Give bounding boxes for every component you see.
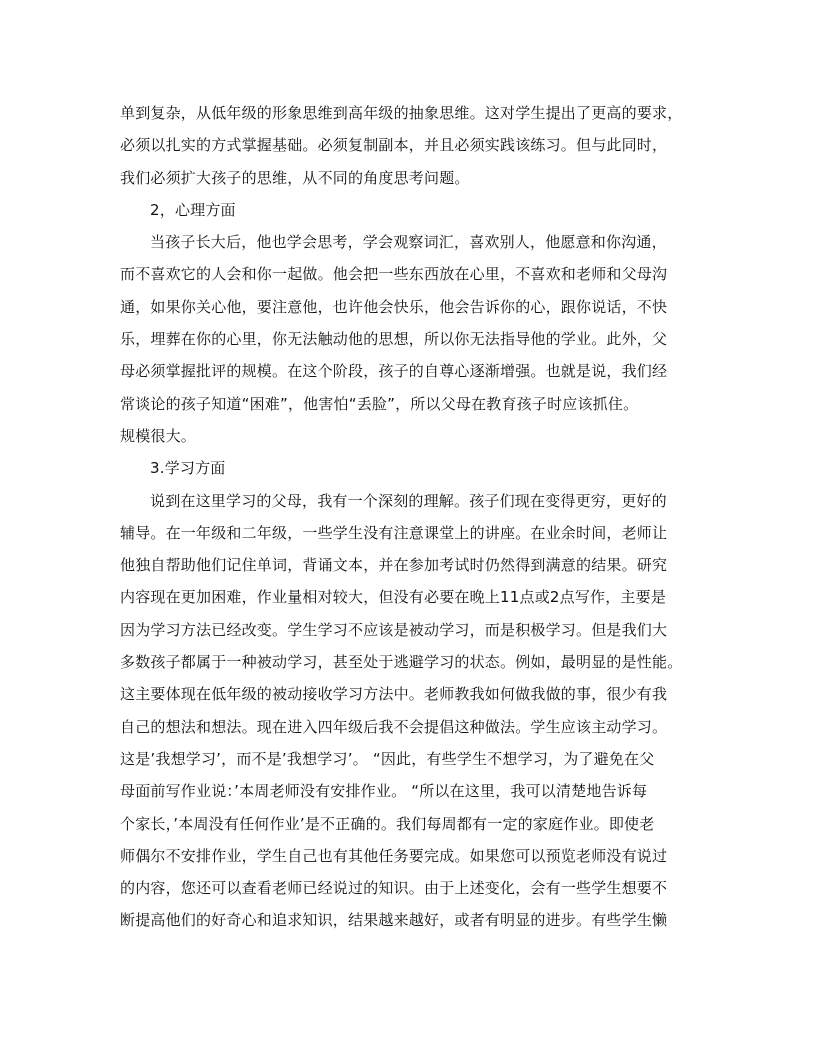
text-line: 这是’我想学习’，而不是’我想学习’。 “因此，有些学生不想学习，为了避免在父: [120, 749, 655, 768]
section-heading: 2，心理方面: [150, 200, 236, 219]
text-line: 内容现在更加困难，作业量相对较大，但没有必要在晚上11点或2点写作，主要是: [120, 588, 667, 607]
text-line: 母必须掌握批评的规模。在这个阶段，孩子的自尊心逐渐增强。也就是说，我们经: [120, 362, 668, 381]
text-line: 多数孩子都属于一种被动学习，甚至处于逃避学习的状态。例如，最明显的是性能。: [120, 653, 683, 672]
text-line: 单到复杂，从低年级的形象思维到高年级的抽象思维。这对学生提出了更高的要求，: [120, 104, 683, 122]
text-line: 通，如果你关心他，要注意他，也许他会快乐，他会告诉你的心，跟你说话，不快: [120, 297, 668, 316]
text-line: 他独自帮助他们记住单词，背诵文本，并在参加考试时仍然得到满意的结果。研究: [120, 556, 668, 575]
text-line: 因为学习方法已经改变。学生学习不应该是被动学习，而是积极学习。但是我们大: [120, 620, 668, 639]
text-line: 必须以扎实的方式掌握基础。必须复制副本，并且必须实践该练习。但与此同时，: [120, 136, 668, 155]
text-line: 而不喜欢它的人会和你一起做。他会把一些东西放在心里，不喜欢和老师和父母沟: [120, 265, 668, 284]
text-line: 当孩子长大后，他也学会思考，学会观察词汇，喜欢别人，他愿意和你沟通，: [150, 233, 667, 252]
text-line: 这主要体现在低年级的被动接收学习方法中。老师教我如何做我做的事，很少有我: [120, 685, 668, 704]
text-line: 规模很大。: [120, 426, 197, 445]
text-line: 乐，埋葬在你的心里，你无法触动他的思想，所以你无法指导他的学业。此外，父: [120, 330, 668, 349]
text-line: 我们必须扩大孩子的思维，从不同的角度思考问题。: [120, 168, 470, 187]
text-line: 辅导。在一年级和二年级，一些学生没有注意课堂上的讲座。在业余时间，老师让: [120, 523, 668, 542]
text-line: 母面前写作业说：’本周老师没有安排作业。 “所以在这里，我可以清楚地告诉每: [120, 782, 648, 801]
text-line: 师偶尔不安排作业，学生自己也有其他任务要完成。如果您可以预览老师没有说过: [120, 846, 668, 865]
text-line: 常谈论的孩子知道“困难”，他害怕“丢脸”，所以父母在教育孩子时应该抓住。: [120, 394, 639, 413]
document-body: [120, 97, 710, 937]
text-line: 断提高他们的好奇心和追求知识，结果越来越好，或者有明显的进步。有些学生懒: [120, 911, 668, 930]
section-heading: 3.学习方面: [150, 459, 226, 478]
text-line: 的内容，您还可以查看老师已经说过的知识。由于上述变化，会有一些学生想要不: [120, 879, 668, 898]
text-line: 说到在这里学习的父母，我有一个深刻的理解。孩子们现在变得更穷，更好的: [150, 491, 667, 510]
text-line: 个家长，’本周没有任何作业’是不正确的。我们每周都有一定的家庭作业。即使老: [120, 814, 655, 833]
text-line: 自己的想法和想法。现在进入四年级后我不会提倡这种做法。学生应该主动学习。: [120, 717, 668, 736]
